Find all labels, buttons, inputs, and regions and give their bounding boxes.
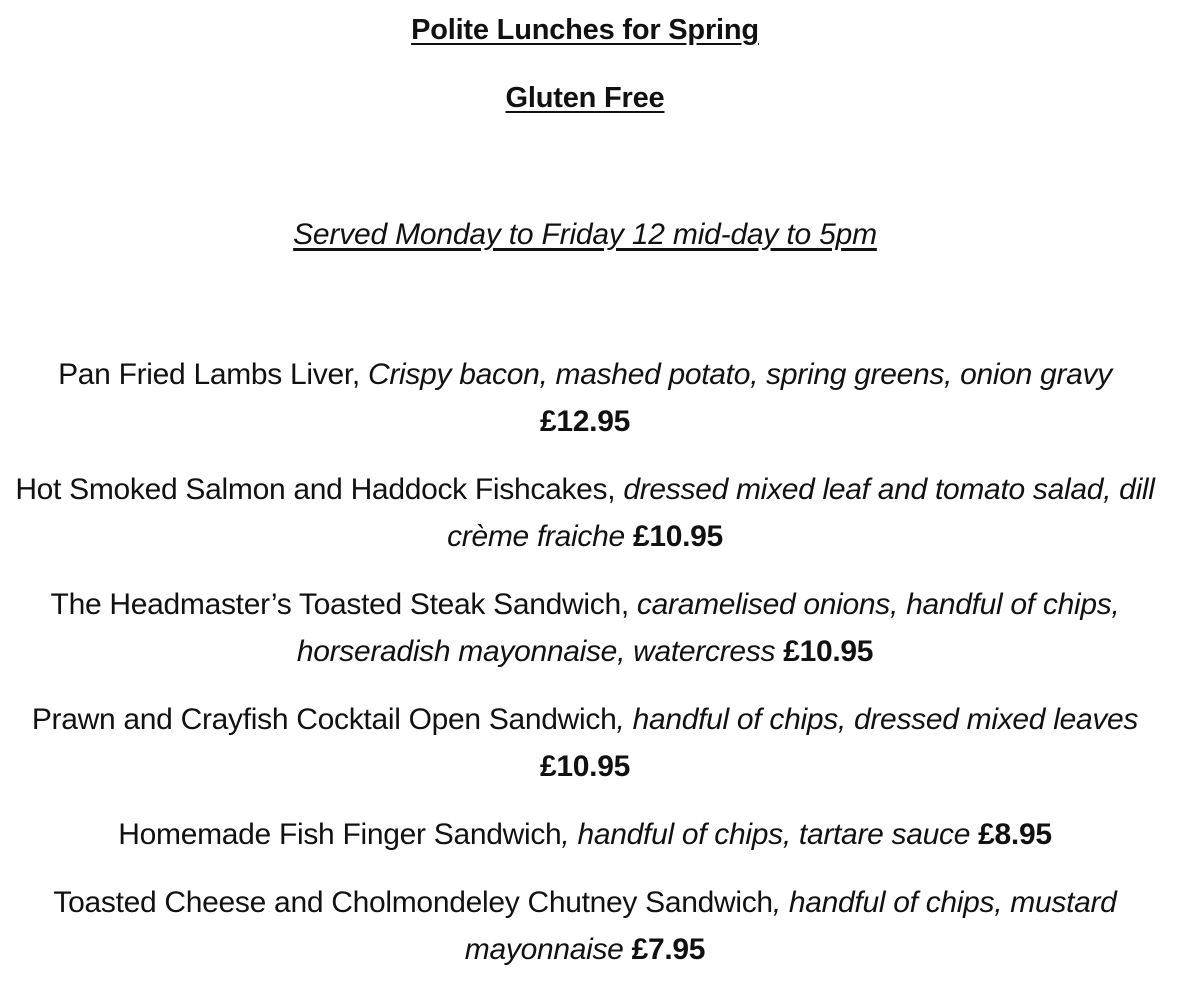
menu-item-price: £10.95	[540, 750, 630, 783]
menu-item-price: £10.95	[783, 635, 874, 668]
menu-item-name: Pan Fried Lambs Liver,	[58, 358, 368, 391]
menu-item	[10, 696, 1160, 790]
menu-item-name: Homemade Fish Finger Sandwich	[118, 818, 562, 851]
menu-item-price: £12.95	[540, 405, 630, 438]
serving-times: Served Monday to Friday 12 mid-day to 5pm	[293, 218, 877, 251]
menu-item-description: , handful of chips, tartare sauce	[561, 818, 971, 851]
menu-item-price: £8.95	[978, 818, 1052, 851]
menu-item-description: caramelised onions, handful of chips, horseradish mayonnaise, watercress	[296, 588, 1120, 668]
menu-subtitle: Gluten Free	[505, 82, 665, 114]
menu-title: Polite Lunches for Spring	[411, 14, 759, 46]
menu-item-description: , handful of chips, dressed mixed leaves	[616, 703, 1139, 736]
menu-item-name: Hot Smoked Salmon and Haddock Fishcakes,	[15, 473, 624, 506]
menu-item	[10, 581, 1160, 675]
menu-item-name: Toasted Cheese and Cholmondeley Chutney Sandwich	[53, 886, 773, 919]
menu-item-price: £10.95	[632, 520, 723, 553]
menu-item	[10, 879, 1160, 973]
menu-item	[10, 466, 1160, 560]
menu-item-description: dressed mixed leaf and tomato salad, dill crème fraiche	[447, 473, 1155, 553]
menu-item-description: Crispy bacon, mashed potato, spring greens, onion gravy	[367, 358, 1112, 391]
menu-item	[10, 351, 1160, 445]
menu-item-price: £7.95	[631, 933, 706, 966]
menu-item-name: The Headmaster’s Toasted Steak Sandwich,	[50, 588, 637, 621]
menu-item-name: Prawn and Crayfish Cocktail Open Sandwich	[31, 703, 617, 736]
menu-item	[10, 811, 1160, 858]
menu-items	[10, 351, 1160, 994]
menu-item-description: , handful of chips, mustard mayonnaise	[464, 886, 1117, 966]
